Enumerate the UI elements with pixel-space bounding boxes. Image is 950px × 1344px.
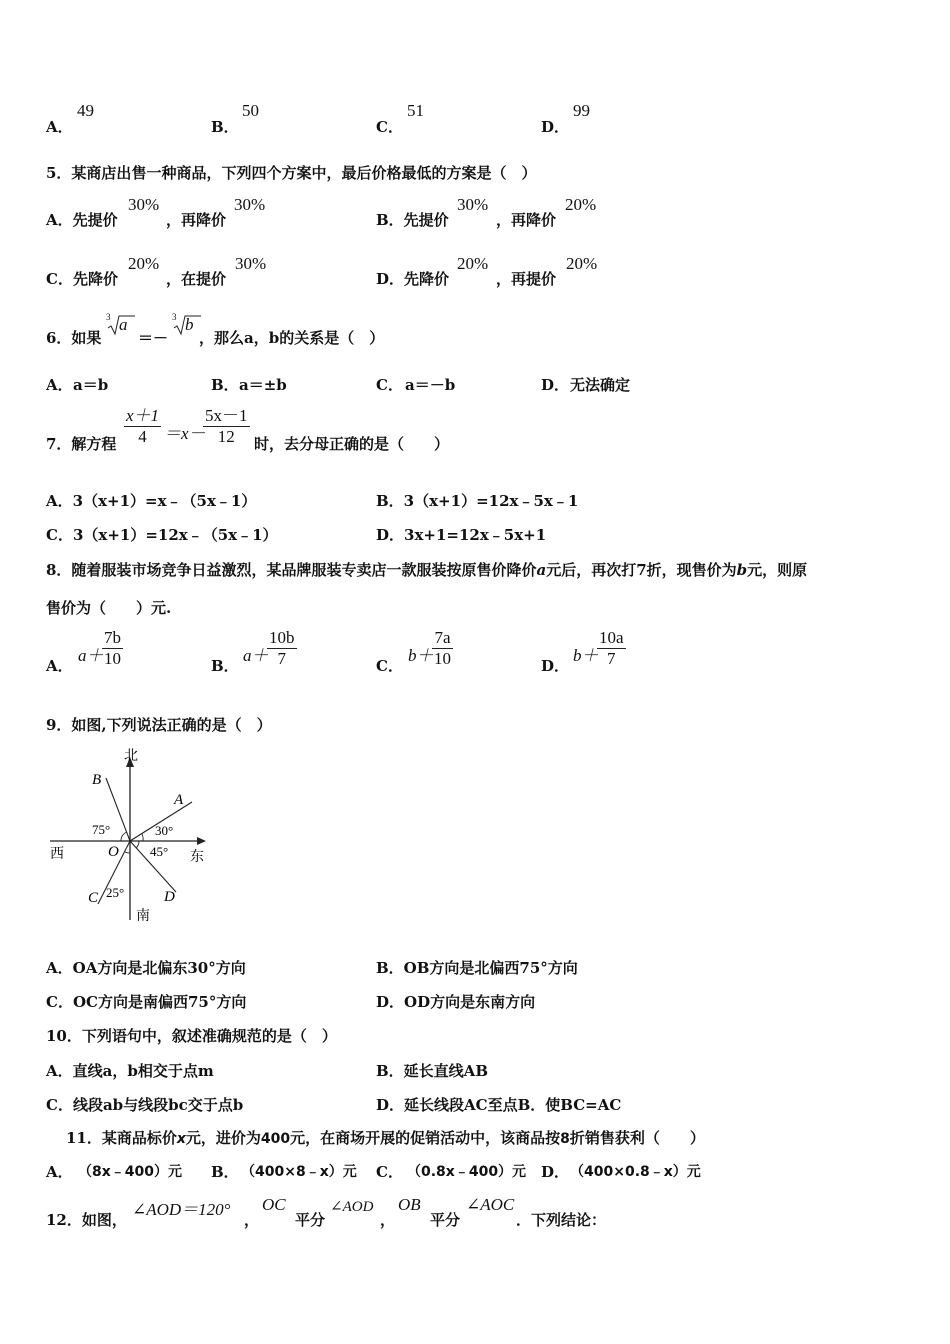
label-angle-75: 75° <box>92 822 111 837</box>
q8-option-d-denominator: 7 <box>607 649 616 668</box>
q8-line-2: 售价为（ ）元. <box>46 599 172 617</box>
label-d: D <box>164 889 175 905</box>
q12-oc: OC <box>262 1195 286 1214</box>
q11-option-b-label: B． <box>211 1163 239 1181</box>
q4-option-d-value: 99 <box>573 101 590 120</box>
q5-option-a-label: A．先提价 <box>46 211 118 229</box>
q7-fraction-1-numerator: x＋1 <box>126 406 160 425</box>
label-angle-30: 30° <box>155 823 174 838</box>
q6-var-a: a <box>119 315 128 334</box>
q12-prefix: 12．如图， <box>46 1211 127 1229</box>
q9-option-d: D．OD方向是东南方向 <box>376 993 536 1011</box>
q8-option-b-label: B． <box>211 657 239 675</box>
q11-option-b-text: （400×8﹣x）元 <box>241 1164 357 1180</box>
q5-option-a-p1: 30% <box>128 195 160 214</box>
q8-option-a-numerator: 7b <box>104 628 121 647</box>
label-west: 西 <box>50 846 64 862</box>
q12-angle-aod-2: ∠AOD <box>330 1199 374 1215</box>
q12-comma-2: ， <box>380 1211 396 1229</box>
q8-option-b-numerator: 10b <box>269 628 295 647</box>
q7-fraction-2 <box>203 406 250 447</box>
q12-ob: OB <box>398 1195 421 1214</box>
q7-fraction-1-denominator: 4 <box>138 427 147 446</box>
q5-option-d-p2: 20% <box>566 254 598 273</box>
q5-option-b-mid: ，再降价 <box>496 211 557 229</box>
q11-stem-part-4: 折销售获利（ ） <box>569 1129 705 1147</box>
east-arrow-icon <box>197 837 206 845</box>
q8-var-b: b <box>736 561 748 579</box>
label-south: 南 <box>136 908 150 924</box>
q12-bisects-1: 平分 <box>295 1211 326 1229</box>
q8-option-c-numerator: 7a <box>432 628 453 649</box>
label-c: C <box>88 890 99 906</box>
q8-option-c-fraction <box>432 628 453 669</box>
label-a: A <box>174 792 184 808</box>
q12-bisects-2: 平分 <box>430 1211 461 1229</box>
q8-option-b-fraction <box>267 628 297 669</box>
q8-line-1-part-2: 元后，再次打7折，现售价为 <box>546 561 737 579</box>
q7-fraction-1 <box>124 406 161 447</box>
q9-option-c: C．OC方向是南偏西75°方向 <box>46 993 247 1011</box>
q5-option-b-p1: 30% <box>457 195 489 214</box>
q4-option-c-value: 51 <box>407 101 424 120</box>
q7-option-c: C．3（x+1）=12x﹣（5x﹣1） <box>46 526 278 544</box>
q12-angle-aod: ∠AOD＝120° <box>132 1200 231 1219</box>
q8-line-1-part-3: 元，则原 <box>747 561 808 579</box>
angle-arc-30 <box>142 834 143 841</box>
q5-option-b-label: B．先提价 <box>376 211 449 229</box>
q4-option-b-value: 50 <box>242 101 259 120</box>
q6-option-c-label: C． <box>376 376 403 394</box>
q6-root-index-a: 3 <box>106 312 111 322</box>
q11-num-400: 400 <box>260 1131 291 1147</box>
q12-comma-1: ， <box>244 1211 260 1229</box>
q4-option-a-label: A． <box>46 118 73 136</box>
q7-suffix: 时，去分母正确的是（ ） <box>254 435 450 453</box>
q8-var-a: a <box>536 561 547 579</box>
q7-prefix: 7．解方程 <box>46 435 117 453</box>
q8-option-a-lead: a＋ <box>78 646 104 665</box>
q9-option-a: A．OA方向是北偏东30°方向 <box>46 959 246 977</box>
label-angle-45: 45° <box>150 844 169 859</box>
q8-option-c-label: C． <box>376 657 403 675</box>
compass-direction-figure <box>40 740 220 930</box>
q6-var-b: b <box>185 315 194 334</box>
q11-var-x: x <box>176 1131 186 1147</box>
q5-option-a-mid: ，再降价 <box>166 211 227 229</box>
q6-option-d-text: 无法确定 <box>570 376 631 394</box>
q5-option-c-mid: ，在提价 <box>166 270 227 288</box>
q8-option-b-lead: a＋ <box>243 646 269 665</box>
q8-line-1 <box>46 559 807 580</box>
q6-option-d-label: D． <box>541 376 570 394</box>
q10-option-a: A．直线a，b相交于点m <box>46 1062 214 1080</box>
q6-option-b-text: a＝±b <box>239 376 287 394</box>
label-angle-25: 25° <box>106 885 125 900</box>
q11-stem-part-3: 元，在商场开展的促销活动中，该商品按 <box>290 1129 561 1147</box>
label-o: O <box>108 844 119 860</box>
q11-stem-part-2: 元，进价为 <box>185 1129 261 1147</box>
q4-option-a-value: 49 <box>77 101 94 120</box>
q8-option-a-label: A． <box>46 657 73 675</box>
q10-option-b: B．延长直线AB <box>376 1062 488 1080</box>
q5-option-b-p2: 20% <box>565 195 597 214</box>
q8-option-d-numerator: 10a <box>599 628 624 647</box>
q9-option-b: B．OB方向是北偏西75°方向 <box>376 959 578 977</box>
q7-option-b: B．3（x+1）=12x﹣5x﹣1 <box>376 492 579 510</box>
q8-option-c-denominator: 10 <box>434 649 451 668</box>
q5-option-c-p2: 30% <box>235 254 267 273</box>
q8-option-c-lead: b＋ <box>408 646 434 665</box>
q11-option-d-text: （400×0.8﹣x）元 <box>570 1164 701 1180</box>
q6-option-a-label: A． <box>46 376 73 394</box>
q11-option-c-text: （0.8x﹣400）元 <box>407 1164 527 1180</box>
q6-equals-minus: ＝－ <box>138 329 169 347</box>
angle-arc-45 <box>136 841 139 848</box>
q11-option-d-label: D． <box>541 1163 570 1181</box>
q11-option-c-label: C． <box>376 1163 403 1181</box>
q8-option-d-fraction <box>597 628 626 669</box>
q10-option-c: C．线段ab与线段bc交于点b <box>46 1096 244 1114</box>
q5-option-d-label: D．先降价 <box>376 270 450 288</box>
q5-option-d-mid: ，再提价 <box>496 270 557 288</box>
q12-angle-aoc: ∠AOC <box>466 1195 515 1214</box>
q5-option-c-label: C．先降价 <box>46 270 118 288</box>
q7-equals: ＝x－ <box>164 424 206 443</box>
q11-stem-part-1: 11．某商品标价 <box>66 1129 177 1147</box>
q5-option-d-p1: 20% <box>457 254 489 273</box>
q6-option-c-text: a＝－b <box>405 376 456 394</box>
q8-line-1-part-1: 8．随着服装市场竞争日益激烈，某品牌服装专卖店一款服装按原售价降价 <box>46 561 537 579</box>
label-b: B <box>92 772 102 788</box>
q7-option-a: A．3（x+1）=x﹣（5x﹣1） <box>46 492 257 510</box>
q11-num-8: 8 <box>560 1131 570 1147</box>
q11-option-a-label: A． <box>46 1163 73 1181</box>
q5-option-a-p2: 30% <box>234 195 266 214</box>
q11-option-a-text: （8x﹣400）元 <box>78 1164 182 1180</box>
angle-arc-25 <box>125 852 130 853</box>
q11-stem <box>66 1127 705 1148</box>
q7-option-d: D．3x+1=12x﹣5x+1 <box>376 526 547 544</box>
label-north: 北 <box>124 748 138 764</box>
angle-arc-75 <box>121 832 127 841</box>
q12-suffix: ．下列结论： <box>516 1211 607 1229</box>
q8-option-a-fraction <box>102 628 123 669</box>
q8-option-a-denominator: 10 <box>104 649 121 668</box>
q6-suffix: ，那么a，b的关系是（ ） <box>199 329 385 347</box>
q6-root-index-b: 3 <box>172 312 177 322</box>
q7-fraction-2-denominator: 12 <box>217 427 235 446</box>
q9-stem: 9．如图,下列说法正确的是（ ） <box>46 716 272 734</box>
q6-prefix: 6．如果 <box>46 329 102 347</box>
q6-option-b-label: B． <box>211 376 239 394</box>
q4-option-b-label: B． <box>211 118 239 136</box>
q8-option-d-lead: b＋ <box>573 646 599 665</box>
q4-option-c-label: C． <box>376 118 403 136</box>
q10-stem: 10．下列语句中，叙述准确规范的是（ ） <box>46 1027 337 1045</box>
q10-option-d: D．延长线段AC至点B．使BC=AC <box>376 1096 622 1114</box>
label-east: 东 <box>190 849 204 865</box>
q5-option-c-p1: 20% <box>128 254 160 273</box>
q8-option-b-denominator: 7 <box>277 649 286 668</box>
q8-option-d-label: D． <box>541 657 570 675</box>
q6-option-a-text: a＝b <box>73 376 109 394</box>
q4-option-d-label: D． <box>541 118 570 136</box>
q5-stem: 5．某商店出售一种商品，下列四个方案中，最后价格最低的方案是（ ） <box>46 164 537 182</box>
q7-fraction-2-numerator: 5x－1 <box>205 406 248 425</box>
